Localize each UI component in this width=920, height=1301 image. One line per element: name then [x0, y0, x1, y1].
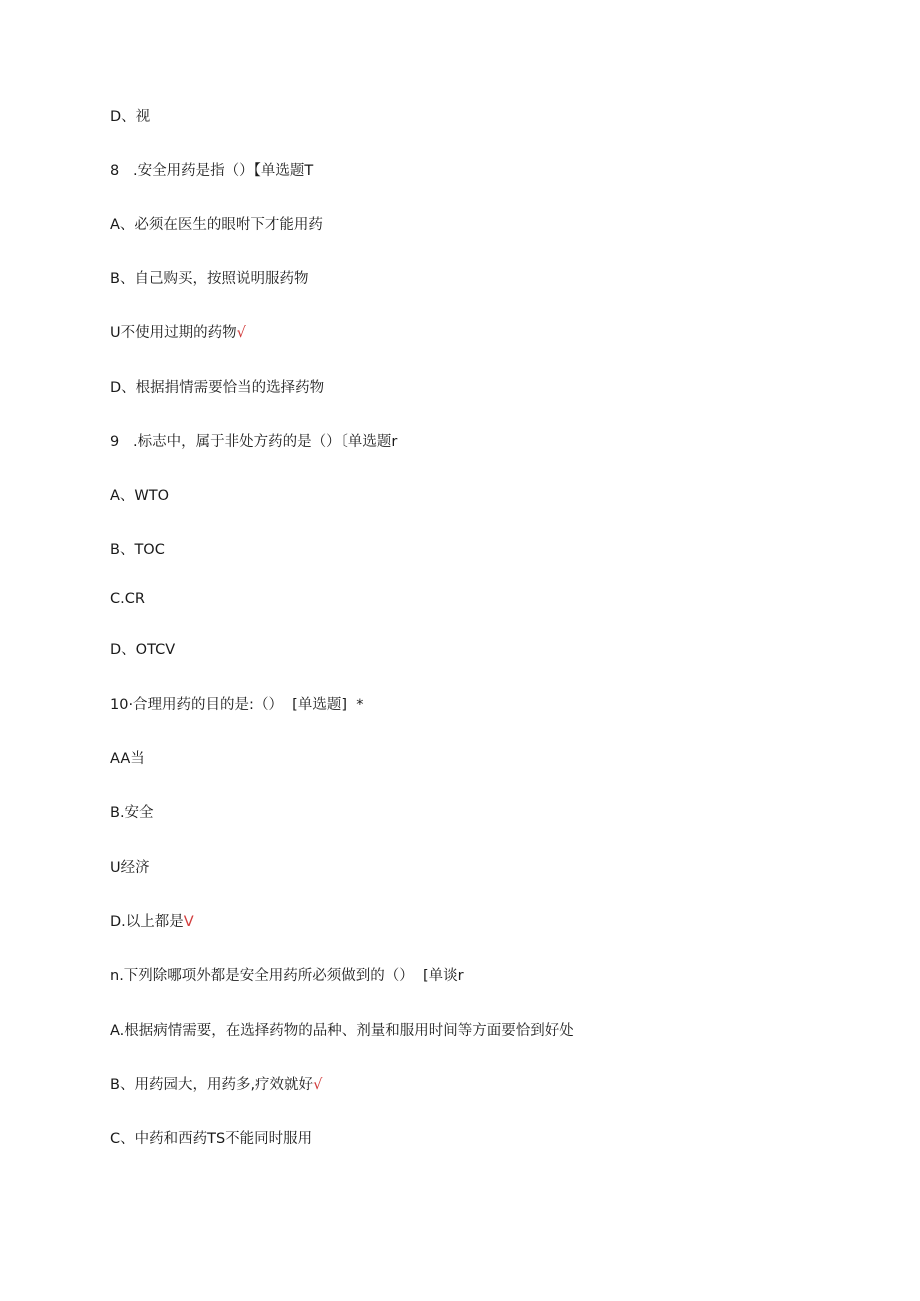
line-text: 9 .标志中，属于非处方药的是（）〔单选题r: [110, 434, 398, 450]
line-text: A、WTO: [110, 488, 170, 504]
option-a-q8: [110, 215, 323, 235]
line-text: C、中药和西药TS不能同时服用: [110, 1131, 313, 1147]
line-text: D.以上都是: [110, 914, 184, 930]
option-d-q9: [110, 640, 175, 660]
line-text: B.安全: [110, 805, 154, 821]
option-d-q10: [110, 912, 194, 932]
option-a-q11: [110, 1021, 574, 1041]
line-text: B、TOC: [110, 542, 165, 558]
answer-mark: V: [183, 914, 194, 930]
option-d-q8: [110, 378, 324, 398]
line-text: AA当: [110, 751, 145, 767]
line-text: A.根据病情需要，在选择药物的品种、剂量和服用时间等方面要恰到好处: [110, 1023, 574, 1039]
option-c-q8: [110, 323, 246, 343]
line-text: U不使用过期的药物: [110, 325, 237, 341]
line-text: 8 .安全用药是指（）【单选题T: [110, 163, 314, 179]
option-a-q10: [110, 749, 145, 769]
line-text: D、OTCV: [110, 642, 176, 658]
option-b-q11: [110, 1075, 322, 1095]
question-8: [110, 161, 313, 181]
question-11: [110, 966, 464, 986]
answer-mark: √: [236, 325, 246, 341]
option-b-q9: [110, 540, 165, 560]
line-text: A、必须在医生的眼咐下才能用药: [110, 217, 323, 233]
line-text: D、视: [110, 109, 151, 125]
option-b-q10: [110, 803, 154, 823]
line-text: B、用药园大，用药多,疗效就好: [110, 1077, 314, 1093]
line-text: D、根据捐情需要恰当的选择药物: [110, 380, 325, 396]
option-c-q10: [110, 858, 150, 878]
option-d-q7: [110, 107, 150, 127]
line-text: C.CR: [110, 591, 145, 607]
line-text: 10·合理用药的目的是:（） [单选题] *: [110, 697, 364, 713]
option-c-q9: [110, 589, 145, 609]
option-c-q11: [110, 1129, 312, 1149]
answer-mark: √: [313, 1077, 323, 1093]
question-10: [110, 695, 363, 715]
line-text: U经济: [110, 860, 150, 876]
option-b-q8: [110, 269, 308, 289]
question-9: [110, 432, 397, 452]
line-text: B、自己购买，按照说明服药物: [110, 271, 309, 287]
option-a-q9: [110, 486, 169, 506]
line-text: n.下列除哪项外都是安全用药所必须做到的（） [单谈r: [110, 968, 464, 984]
